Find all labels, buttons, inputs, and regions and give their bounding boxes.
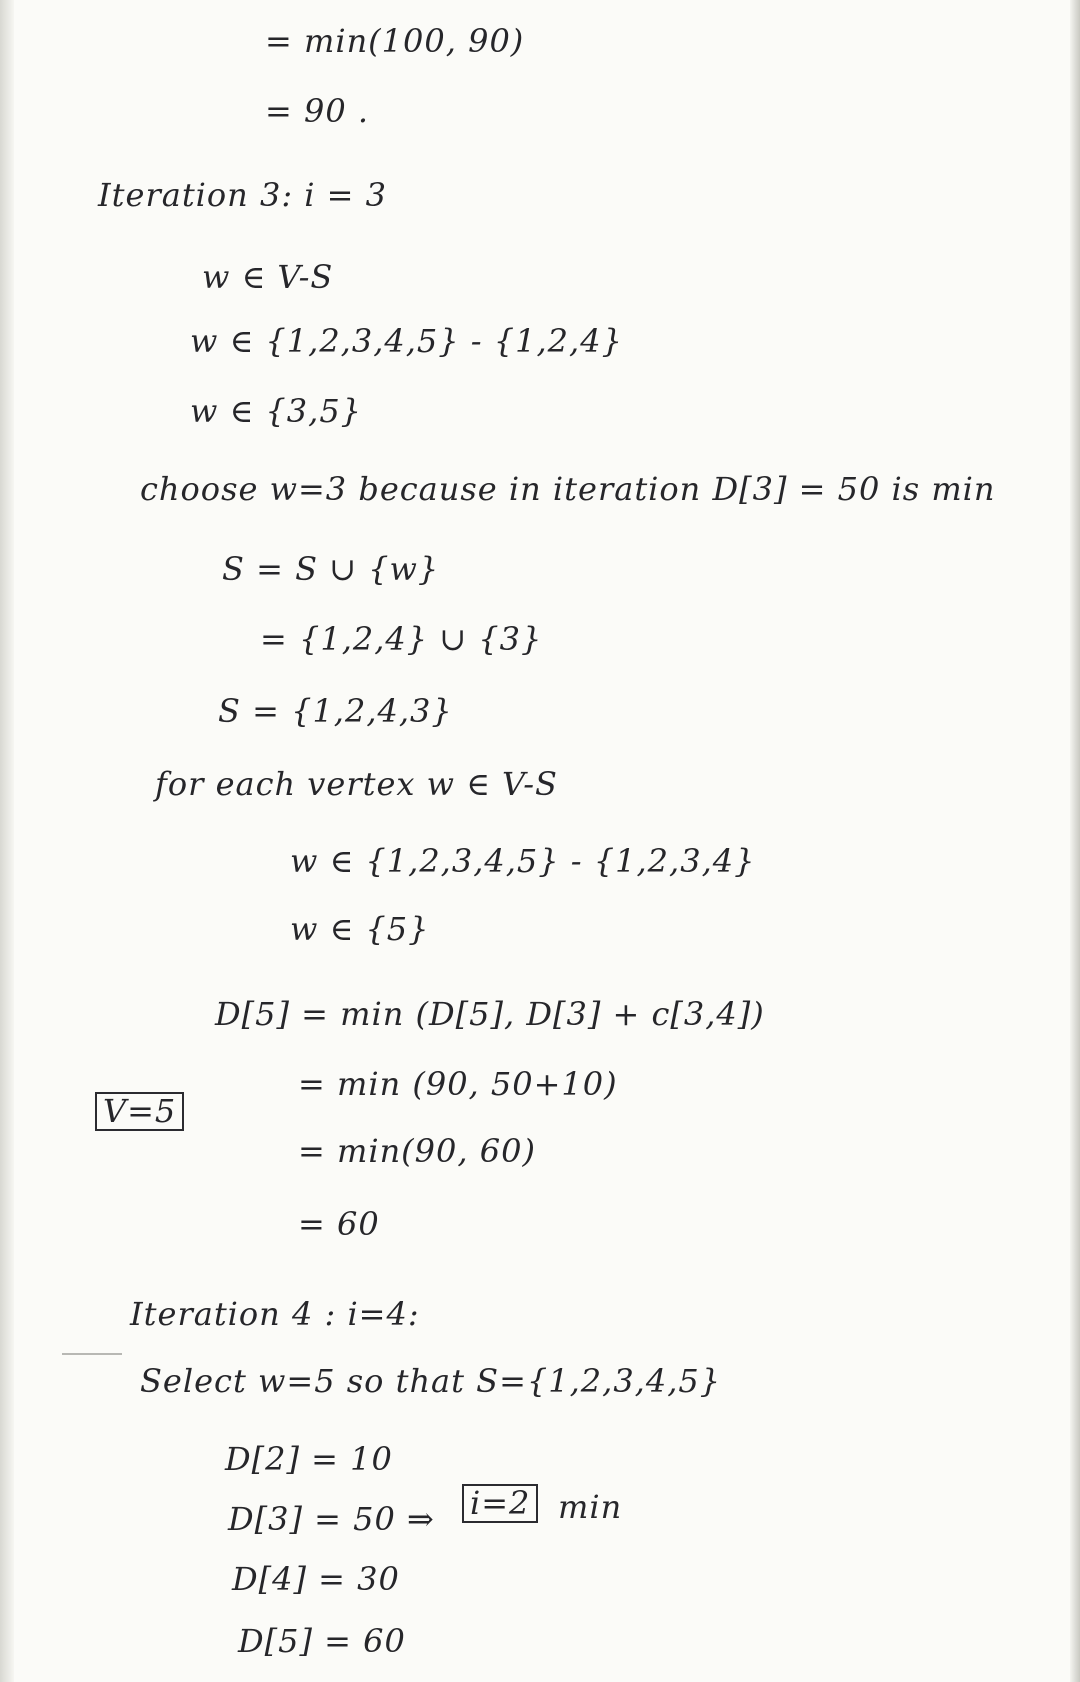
margin-dash [62,1353,122,1355]
result-90-line: = 90 . [265,92,370,130]
w-in-v-minus-s: w ∈ V-S [202,258,334,296]
d5-result: = 60 [298,1205,380,1243]
w-set-difference-2: w ∈ {1,2,3,4,5} - {1,2,3,4} [290,842,756,880]
d5-value: D[5] = 60 [238,1622,406,1660]
page-edge-right [1070,0,1080,1682]
w-set-result: w ∈ {3,5} [190,392,363,430]
v-equals-5-box: V=5 [95,1092,184,1131]
min-step-line: = min(100, 90) [265,22,525,60]
choose-w-statement: choose w=3 because in iteration D[3] = 50 is min [140,470,996,508]
d5-min-values: = min(90, 60) [298,1132,536,1170]
s-union-values: = {1,2,4} ∪ {3} [260,620,543,658]
i-equals-2-box: i=2 [462,1484,538,1523]
d5-min-substitution: = min (90, 50+10) [298,1065,618,1103]
s-result: S = {1,2,4,3} [218,692,453,730]
select-w-statement: Select w=5 so that S={1,2,3,4,5} [140,1362,722,1400]
w-set-difference: w ∈ {1,2,3,4,5} - {1,2,4} [190,322,623,360]
min-label: min [558,1488,623,1526]
d4-value: D[4] = 30 [232,1560,400,1598]
page-edge-left [0,0,14,1682]
s-union-w: S = S ∪ {w} [222,550,440,588]
iteration-4-heading: Iteration 4 : i=4: [130,1295,420,1333]
d2-value: D[2] = 10 [225,1440,393,1478]
d5-update-formula: D[5] = min (D[5], D[3] + c[3,4]) [215,995,765,1033]
d3-value: D[3] = 50 ⇒ [228,1500,435,1538]
w-set-result-2: w ∈ {5} [290,910,430,948]
iteration-3-heading: Iteration 3: i = 3 [98,176,388,214]
for-each-vertex-line: for each vertex w ∈ V-S [155,765,558,803]
